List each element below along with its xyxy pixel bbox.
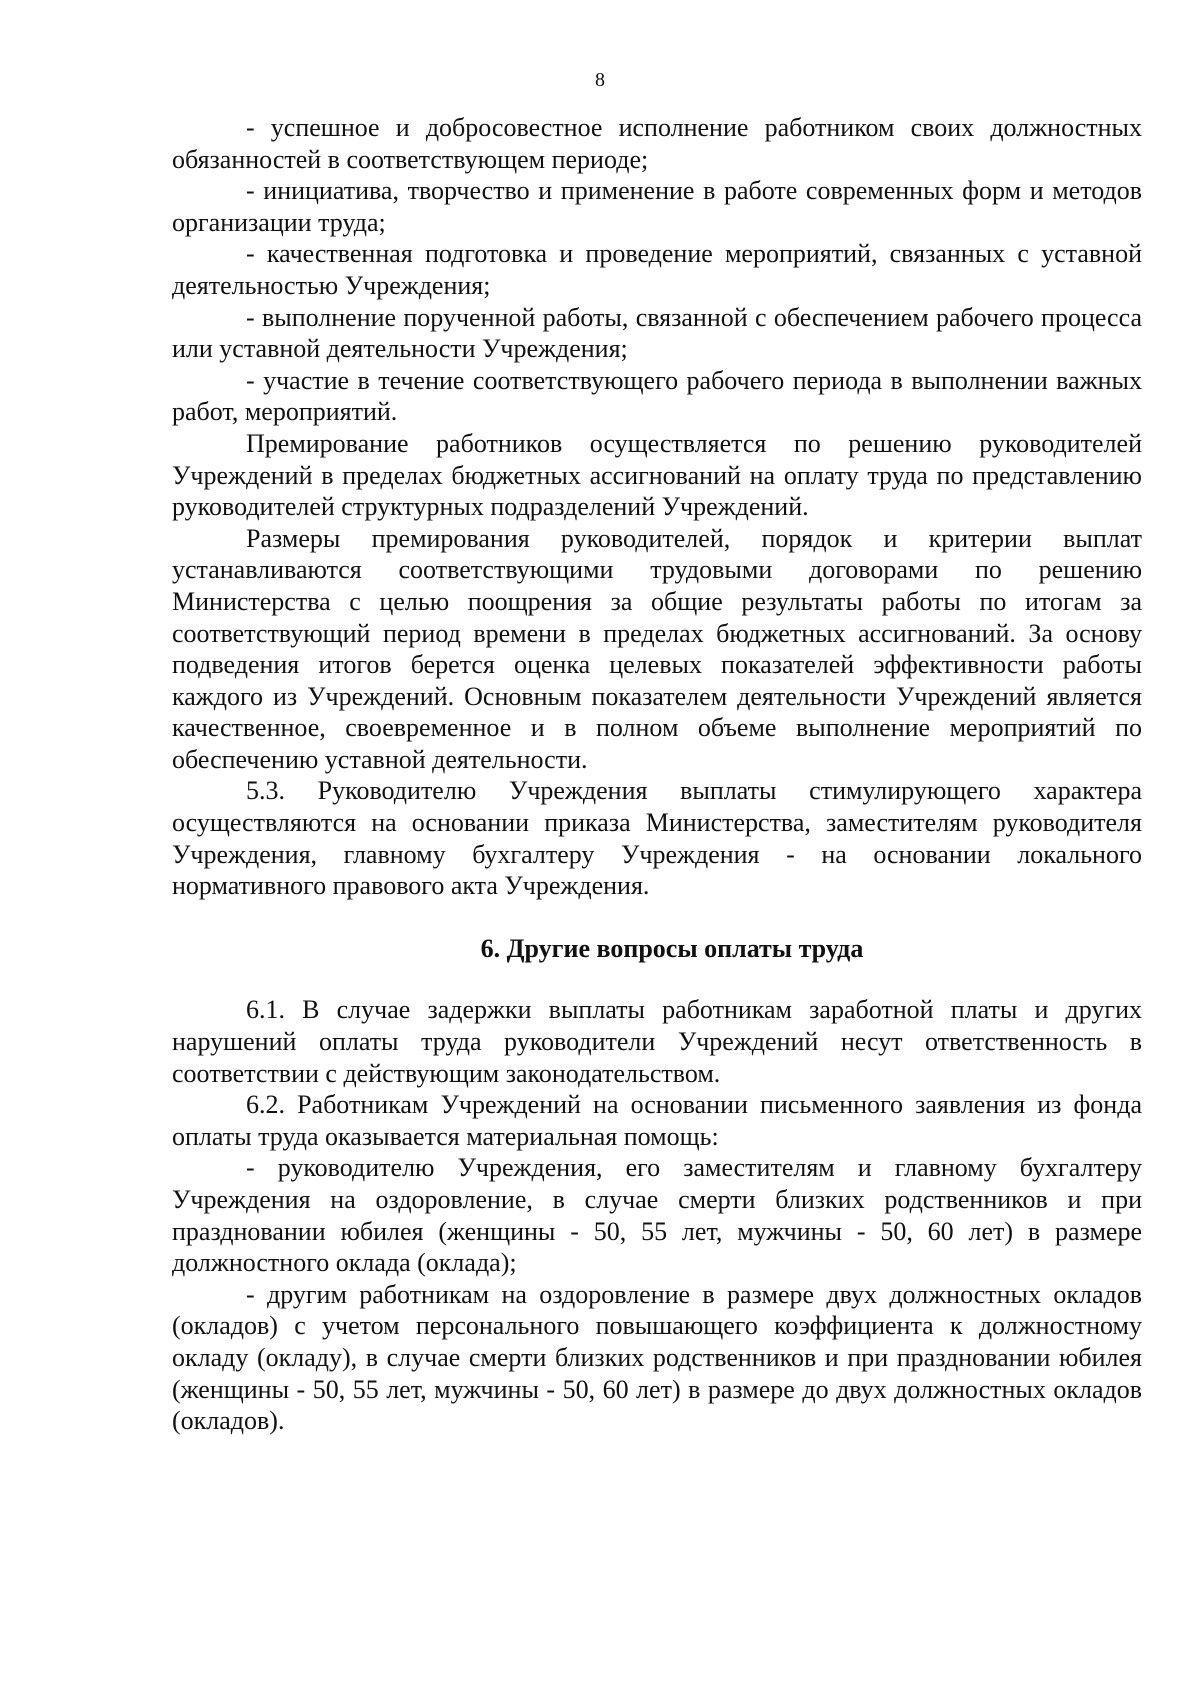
paragraph-bonus-heads: Размеры премирования руководителей, порядок и критерии выплат устанавливаются соответствующими трудовыми договорами по решению Министерства с целью поощрения за общие результаты работы по итогам за соответствующий период времени в пределах бюджетных ассигнований. За основу подведения итогов берется оценка целевых показателей эффективности работы каждого из Учреждений. Основным показателем деятельности Учреждений является качественное, своевременное и в полном объеме выполнение мероприятий по обеспечению уставной деятельности.	[172, 523, 1142, 774]
material-aid-other-employees: - другим работникам на оздоровление в размере двух должностных окладов (окладов) с учетом персонального повышающего коэффициента к должностному окладу (окладу), в случае смерти близких родственников и при праздновании юбилея (женщины - 50, 55 лет, мужчины - 50, 60 лет) в размере до двух должностных окладов (окладов).	[172, 1279, 1142, 1436]
bonus-criterion-events: - качественная подготовка и проведение мероприятий, связанных с уставной деятельностью Учреждения;	[172, 239, 1142, 300]
page-number: 8	[595, 69, 605, 91]
paragraph-6-1: 6.1. В случае задержки выплаты работникам заработной платы и других нарушений оплаты труда руководители Учреждений несут ответственность в соответствии с действующим законодательством.	[172, 995, 1142, 1088]
section-heading-6: 6. Другие вопросы оплаты труда	[480, 933, 864, 963]
paragraph-5-3: 5.3. Руководителю Учреждения выплаты стимулирующего характера осуществляются на основании приказа Министерства, заместителям руководителя Учреждения, главному бухгалтеру Учреждения - на основании локального нормативного правового акта Учреждения.	[172, 776, 1142, 901]
material-aid-heads: - руководителю Учреждения, его заместителям и главному бухгалтеру Учреждения на оздоровление, в случае смерти близких родственников и при праздновании юбилея (женщины - 50, 55 лет, мужчины - 50, 60 лет) в размере должностного оклада (оклада);	[172, 1153, 1142, 1278]
bonus-criterion-conscientious: - успешное и добросовестное исполнение работником своих должностных обязанностей в соответствующем периоде;	[172, 113, 1142, 174]
document-body	[172, 112, 1142, 1437]
bonus-criterion-important-work: - участие в течение соответствующего рабочего периода в выполнении важных работ, мероприятий.	[172, 365, 1142, 427]
paragraph-bonus-decision: Премирование работников осуществляется по решению руководителей Учреждений в пределах бюджетных ассигнований на оплату труда по представлению руководителей структурных подразделений Учреждений.	[172, 428, 1142, 522]
paragraph-6-2: 6.2. Работникам Учреждений на основании письменного заявления из фонда оплаты труда оказывается материальная помощь:	[172, 1090, 1142, 1151]
bonus-criterion-initiative: - инициатива, творчество и применение в работе современных форм и методов организации труда;	[172, 176, 1142, 237]
bonus-criterion-assigned-work: - выполнение порученной работы, связанной с обеспечением рабочего процесса или уставной деятельности Учреждения;	[172, 302, 1142, 364]
